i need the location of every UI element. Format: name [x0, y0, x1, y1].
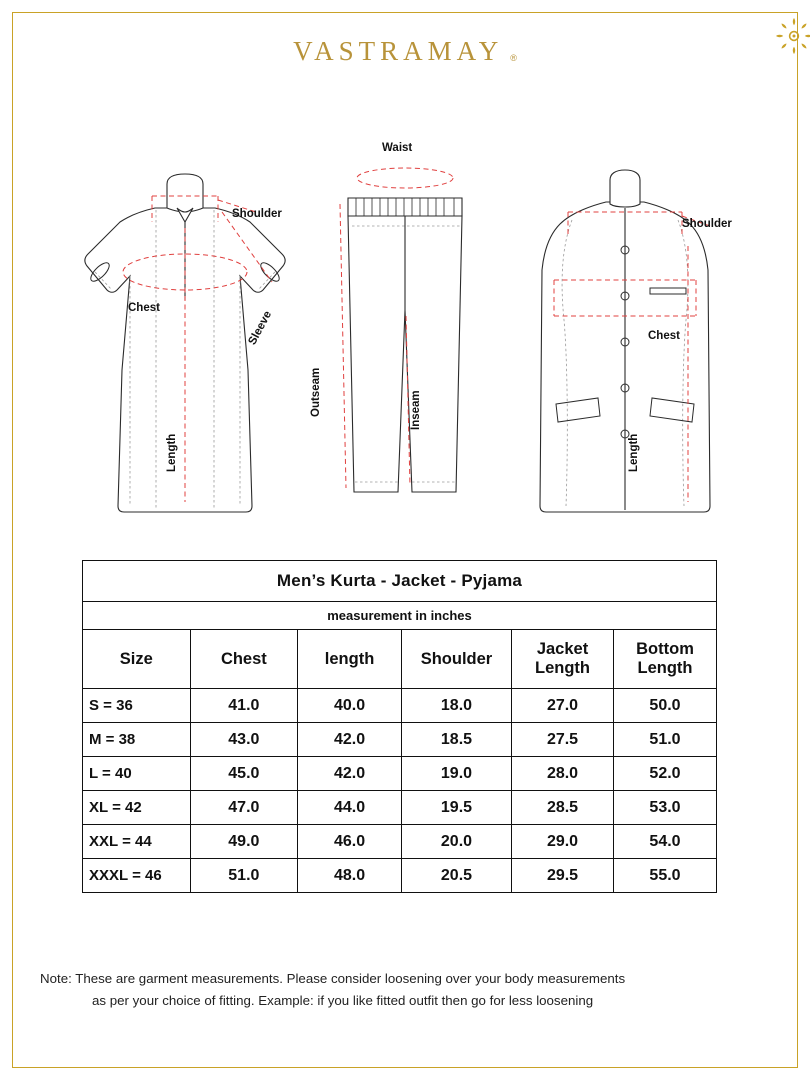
- cell-jacket-length: 29.0: [512, 825, 614, 859]
- column-header-bottom-length-line1: Bottom: [636, 640, 694, 659]
- cell-size: XXL = 44: [83, 825, 191, 859]
- cell-shoulder: 20.5: [401, 859, 511, 893]
- registered-mark: ®: [510, 53, 517, 63]
- table-subtitle: measurement in inches: [83, 602, 717, 630]
- cell-length: 44.0: [298, 791, 402, 825]
- cell-shoulder: 20.0: [401, 825, 511, 859]
- note-line-1: Note: These are garment measurements. Please consider loosening over your body measurements: [40, 971, 626, 986]
- column-header-shoulder: Shoulder: [401, 630, 511, 689]
- table-subtitle-row: [83, 602, 717, 630]
- cell-size: XL = 42: [83, 791, 191, 825]
- cell-size: S = 36: [83, 689, 191, 723]
- column-header-chest: Chest: [190, 630, 298, 689]
- cell-chest: 49.0: [190, 825, 298, 859]
- cell-shoulder: 18.5: [401, 723, 511, 757]
- measurement-note: [40, 968, 770, 1012]
- kurta-length-label: Length: [166, 433, 178, 472]
- cell-jacket-length: 27.0: [512, 689, 614, 723]
- pyjama-diagram: [310, 140, 500, 530]
- cell-bottom-length: 55.0: [613, 859, 716, 893]
- column-header-jacket-length: [512, 630, 614, 689]
- cell-chest: 51.0: [190, 859, 298, 893]
- jacket-chest-label: Chest: [648, 330, 680, 342]
- kurta-chest-label: Chest: [128, 302, 160, 314]
- brand-name: VASTRAMAY: [293, 36, 504, 66]
- cell-size: M = 38: [83, 723, 191, 757]
- cell-jacket-length: 28.5: [512, 791, 614, 825]
- jacket-shoulder-label: Shoulder: [682, 218, 732, 230]
- cell-chest: 41.0: [190, 689, 298, 723]
- table-row: [83, 859, 717, 893]
- table-row: [83, 825, 717, 859]
- cell-chest: 43.0: [190, 723, 298, 757]
- garment-diagrams: [0, 130, 810, 530]
- cell-bottom-length: 53.0: [613, 791, 716, 825]
- cell-chest: 47.0: [190, 791, 298, 825]
- cell-bottom-length: 51.0: [613, 723, 716, 757]
- column-header-jacket-length-line2: Length: [535, 659, 591, 677]
- column-header-length: length: [298, 630, 402, 689]
- cell-jacket-length: 28.0: [512, 757, 614, 791]
- cell-length: 46.0: [298, 825, 402, 859]
- column-header-size: Size: [83, 630, 191, 689]
- kurta-shoulder-label: Shoulder: [232, 208, 282, 220]
- cell-shoulder: 18.0: [401, 689, 511, 723]
- table-row: [83, 689, 717, 723]
- table-title-row: [83, 561, 717, 602]
- cell-jacket-length: 29.5: [512, 859, 614, 893]
- cell-chest: 45.0: [190, 757, 298, 791]
- cell-bottom-length: 54.0: [613, 825, 716, 859]
- jacket-length-label: Length: [628, 433, 640, 472]
- cell-size: XXXL = 46: [83, 859, 191, 893]
- cell-shoulder: 19.0: [401, 757, 511, 791]
- note-line-2: as per your choice of fitting. Example: if you like fitted outfit then go for less loosening: [92, 992, 594, 1008]
- cell-bottom-length: 52.0: [613, 757, 716, 791]
- cell-length: 40.0: [298, 689, 402, 723]
- brand-logo: [0, 36, 810, 67]
- pyjama-inseam-label: Inseam: [410, 390, 422, 430]
- table-row: [83, 757, 717, 791]
- column-header-bottom-length: [613, 630, 716, 689]
- table-header-row: [83, 630, 717, 689]
- kurta-diagram: [60, 150, 310, 520]
- cell-length: 42.0: [298, 757, 402, 791]
- size-chart-table: [82, 560, 717, 893]
- table-row: [83, 723, 717, 757]
- pyjama-outseam-label: Outseam: [310, 367, 322, 417]
- cell-jacket-length: 27.5: [512, 723, 614, 757]
- column-header-jacket-length-line1: Jacket: [536, 640, 589, 659]
- jacket-diagram: [510, 150, 740, 520]
- cell-length: 48.0: [298, 859, 402, 893]
- cell-size: L = 40: [83, 757, 191, 791]
- table-title: Men’s Kurta - Jacket - Pyjama: [83, 561, 717, 602]
- column-header-bottom-length-line2: Length: [637, 659, 693, 677]
- table-row: [83, 791, 717, 825]
- kurta-sleeve-label: Sleeve: [246, 309, 275, 347]
- cell-bottom-length: 50.0: [613, 689, 716, 723]
- floral-ornament-icon: [771, 14, 810, 58]
- cell-shoulder: 19.5: [401, 791, 511, 825]
- cell-length: 42.0: [298, 723, 402, 757]
- pyjama-waist-label: Waist: [382, 142, 413, 154]
